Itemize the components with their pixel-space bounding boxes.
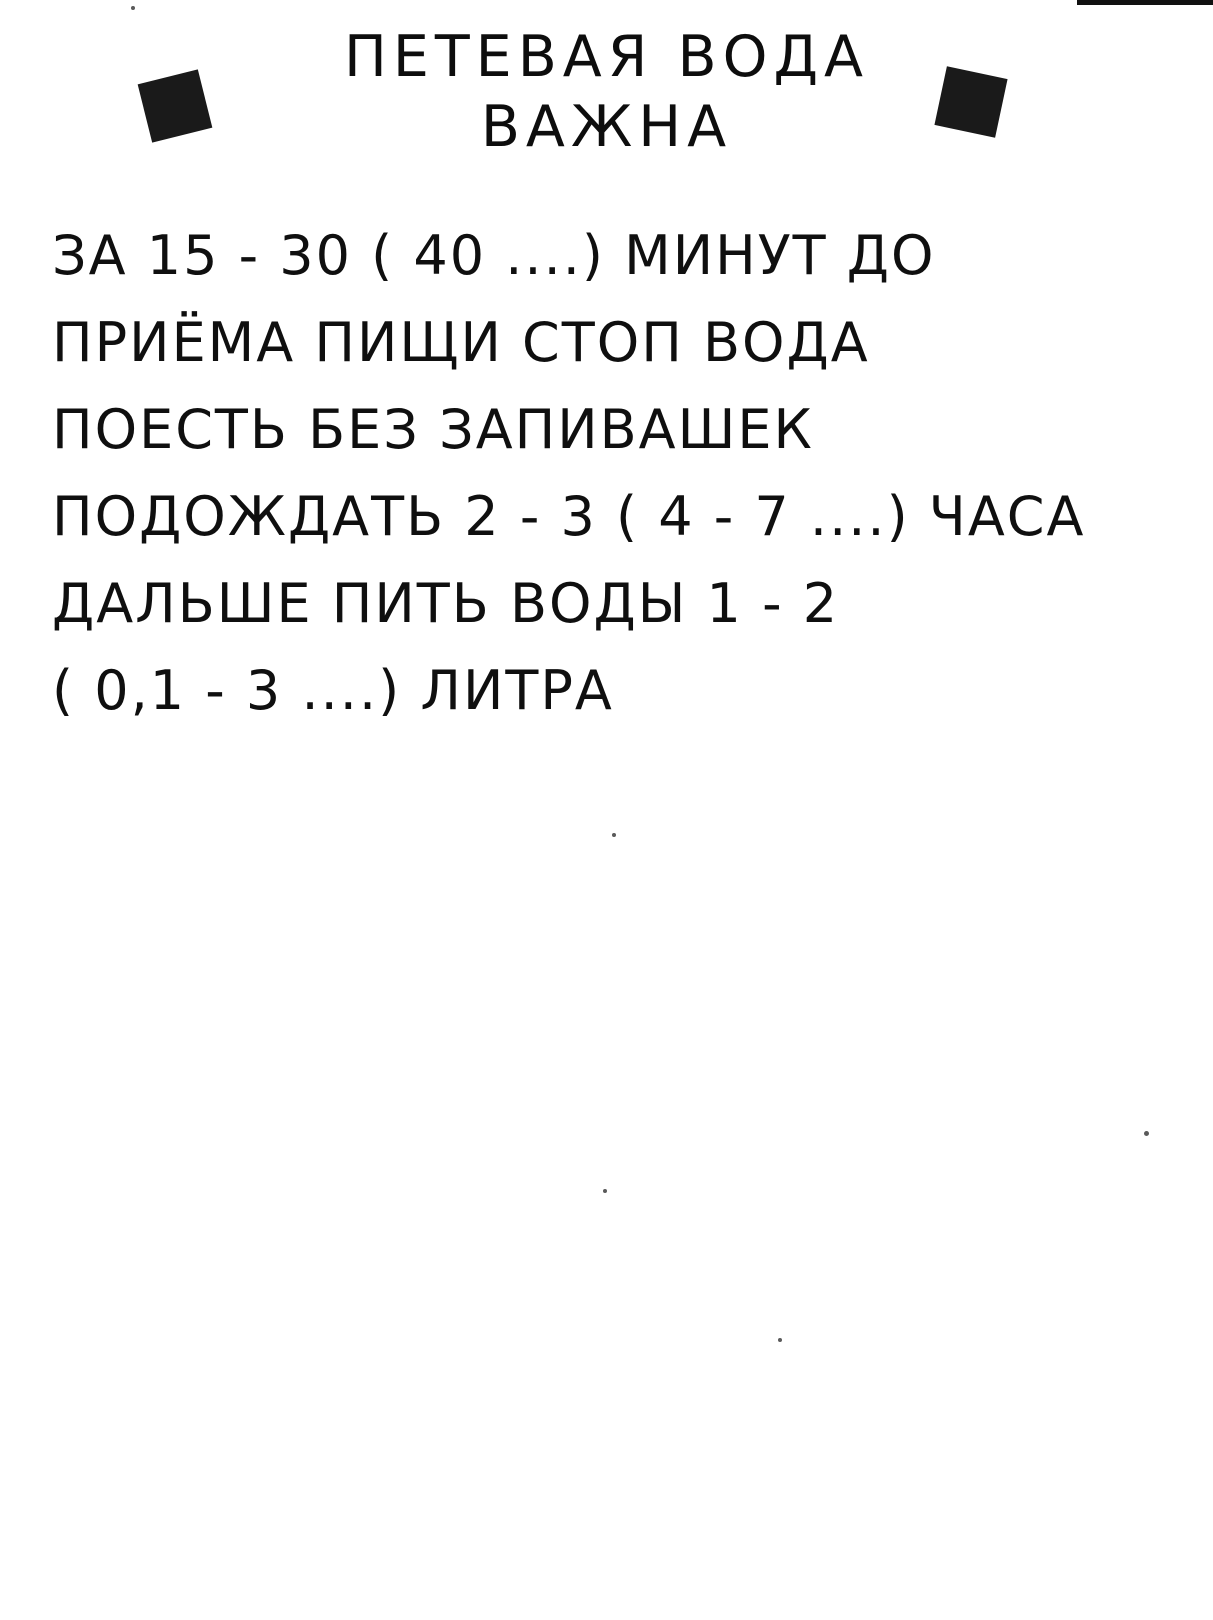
body-line: ПОЕСТЬ БЕЗ ЗАПИВАШЕК: [52, 398, 814, 461]
scan-speck: [131, 6, 135, 10]
body-line: ( 0,1 - 3 ....) ЛИТРА: [52, 659, 614, 722]
title-line-2: ВАЖНА: [480, 93, 733, 160]
note-title: [0, 24, 1213, 160]
scan-speck: [603, 1189, 607, 1193]
scan-speck: [1144, 1131, 1149, 1136]
title-line-1: ПЕТЕВАЯ ВОДА: [343, 24, 870, 90]
body-line: ДАЛЬШЕ ПИТЬ ВОДЫ 1 - 2: [52, 572, 840, 635]
scan-edge-artifact-left: [0, 0, 3, 12]
note-body: [52, 212, 1122, 734]
scan-edge-artifact: [1077, 0, 1213, 5]
body-line: ЗА 15 - 30 ( 40 ....) МИНУТ ДО: [52, 224, 936, 287]
body-line: ПОДОЖДАТЬ 2 - 3 ( 4 - 7 ....) ЧАСА: [52, 485, 1086, 548]
scan-speck: [778, 1338, 782, 1342]
body-line: ПРИЁМА ПИЩИ СТОП ВОДА: [52, 311, 870, 374]
scan-speck: [612, 833, 616, 837]
